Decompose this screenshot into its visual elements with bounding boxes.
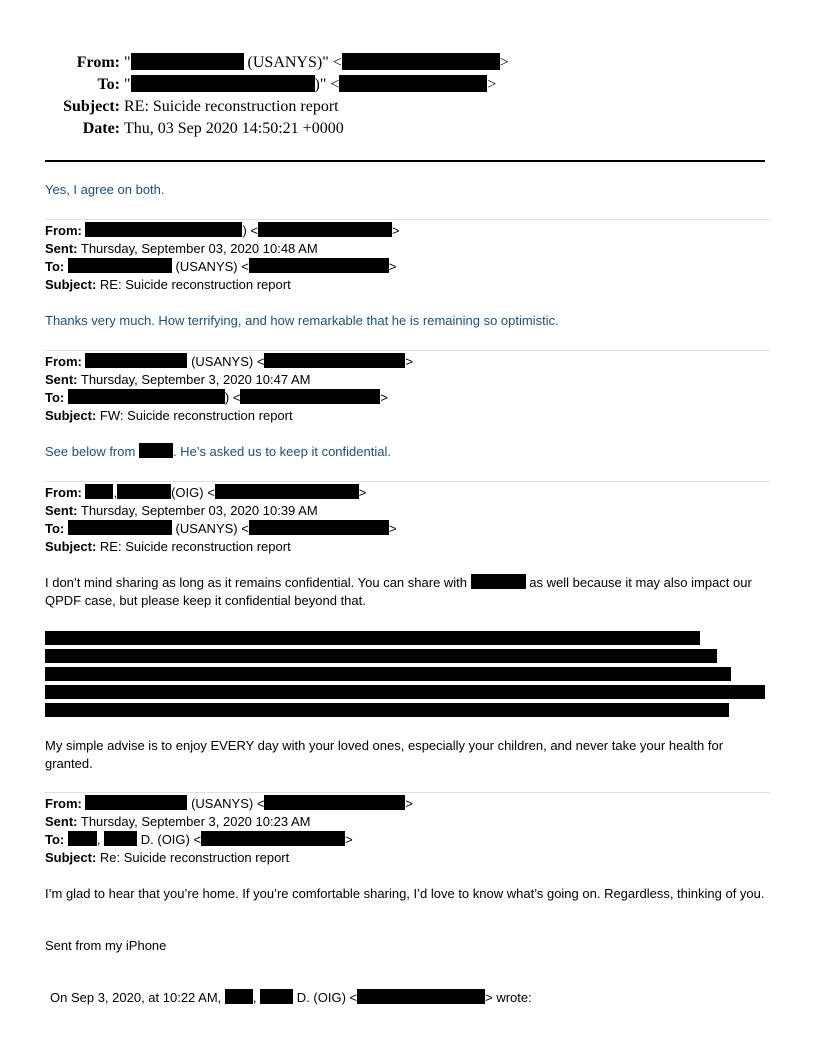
redaction (85, 353, 187, 368)
msg4-subject: Subject: Re: Suicide reconstruction report (45, 850, 290, 865)
redacted-paragraph-line (45, 703, 729, 717)
date-label: Date: (82, 120, 120, 137)
redaction (260, 989, 293, 1004)
redacted-paragraph-line (45, 685, 765, 699)
to-label: To: (97, 76, 120, 93)
redaction (131, 53, 244, 70)
redaction (264, 795, 405, 810)
msg2-to: To: ) < > (45, 390, 389, 405)
redaction (68, 389, 225, 404)
msg4-from: From: (USANYS) < > (45, 796, 414, 811)
redaction (342, 53, 500, 70)
message-divider (45, 350, 770, 351)
subject-value: RE: Suicide reconstruction report (124, 98, 339, 115)
redacted-paragraph-line (45, 667, 731, 681)
redaction (131, 75, 315, 92)
redaction (264, 353, 405, 368)
redaction (249, 258, 389, 273)
from-value: " (USANYS)" < > (124, 54, 509, 71)
redacted-paragraph-line (45, 631, 700, 645)
from-label: From: (76, 54, 120, 71)
redaction (258, 222, 392, 237)
msg3-to: To: (USANYS) < > (45, 521, 397, 536)
msg1-from: From: ) < > (45, 223, 400, 238)
redaction (139, 443, 173, 458)
msg2-subject: Subject: FW: Suicide reconstruction report (45, 408, 293, 423)
message-divider (45, 219, 770, 220)
redaction (249, 520, 389, 535)
msg4-to: To: , D. (OIG) < > (45, 832, 353, 847)
quote-attribution: On Sep 3, 2020, at 10:22 AM, , D. (OIG) < > wrote: (50, 990, 532, 1005)
msg1-to: To: (USANYS) < > (45, 259, 397, 274)
redaction (215, 484, 359, 499)
redacted-paragraph-line (45, 649, 717, 663)
redaction (117, 484, 171, 499)
redaction (85, 484, 113, 499)
msg3-subject: Subject: RE: Suicide reconstruction report (45, 539, 291, 554)
msg2-body: See below from . He’s asked us to keep it confidential. (45, 444, 391, 459)
message-divider (45, 792, 770, 793)
msg1-subject: Subject: RE: Suicide reconstruction report (45, 277, 291, 292)
redaction (240, 389, 380, 404)
msg4-sent: Sent: Thursday, September 3, 2020 10:23 AM (45, 814, 311, 829)
msg3-advice: My simple advise is to enjoy EVERY day with your loved ones, especially your children, and never take your health for granted. (45, 738, 724, 771)
msg1-sent: Sent: Thursday, September 03, 2020 10:48 AM (45, 241, 318, 256)
redaction (104, 831, 137, 846)
msg2-from: From: (USANYS) < > (45, 354, 414, 369)
redaction (68, 520, 172, 535)
reply-body: Yes, I agree on both. (45, 182, 165, 197)
msg4-signature: Sent from my iPhone (45, 938, 167, 953)
redaction (471, 574, 526, 589)
msg3-sent: Sent: Thursday, September 03, 2020 10:39 AM (45, 503, 318, 518)
msg2-sent: Sent: Thursday, September 3, 2020 10:47 AM (45, 372, 311, 387)
redaction (68, 831, 97, 846)
msg3-from: From: , (OIG) < > (45, 485, 367, 500)
msg1-body: Thanks very much. How terrifying, and how remarkable that he is remaining so optimistic. (45, 313, 559, 328)
header-divider (45, 160, 765, 162)
redaction (225, 989, 253, 1004)
subject-label: Subject: (63, 98, 120, 115)
redaction (85, 222, 242, 237)
redaction (68, 258, 172, 273)
message-divider (45, 481, 770, 482)
msg4-body: I’m glad to hear that you’re home. If you’re comfortable sharing, I’d love to know what’s going on. Regardless, thinking of you. (45, 886, 765, 901)
redaction (85, 795, 187, 810)
redaction (339, 75, 487, 92)
redaction (201, 831, 345, 846)
msg3-body: I don’t mind sharing as long as it remains confidential. You can share with as well because it may also impact our QPDF case, but please keep it confidential beyond that. (45, 575, 752, 608)
redaction (357, 989, 485, 1004)
date-value: Thu, 03 Sep 2020 14:50:21 +0000 (124, 120, 344, 137)
to-value: " )" < > (124, 76, 497, 93)
